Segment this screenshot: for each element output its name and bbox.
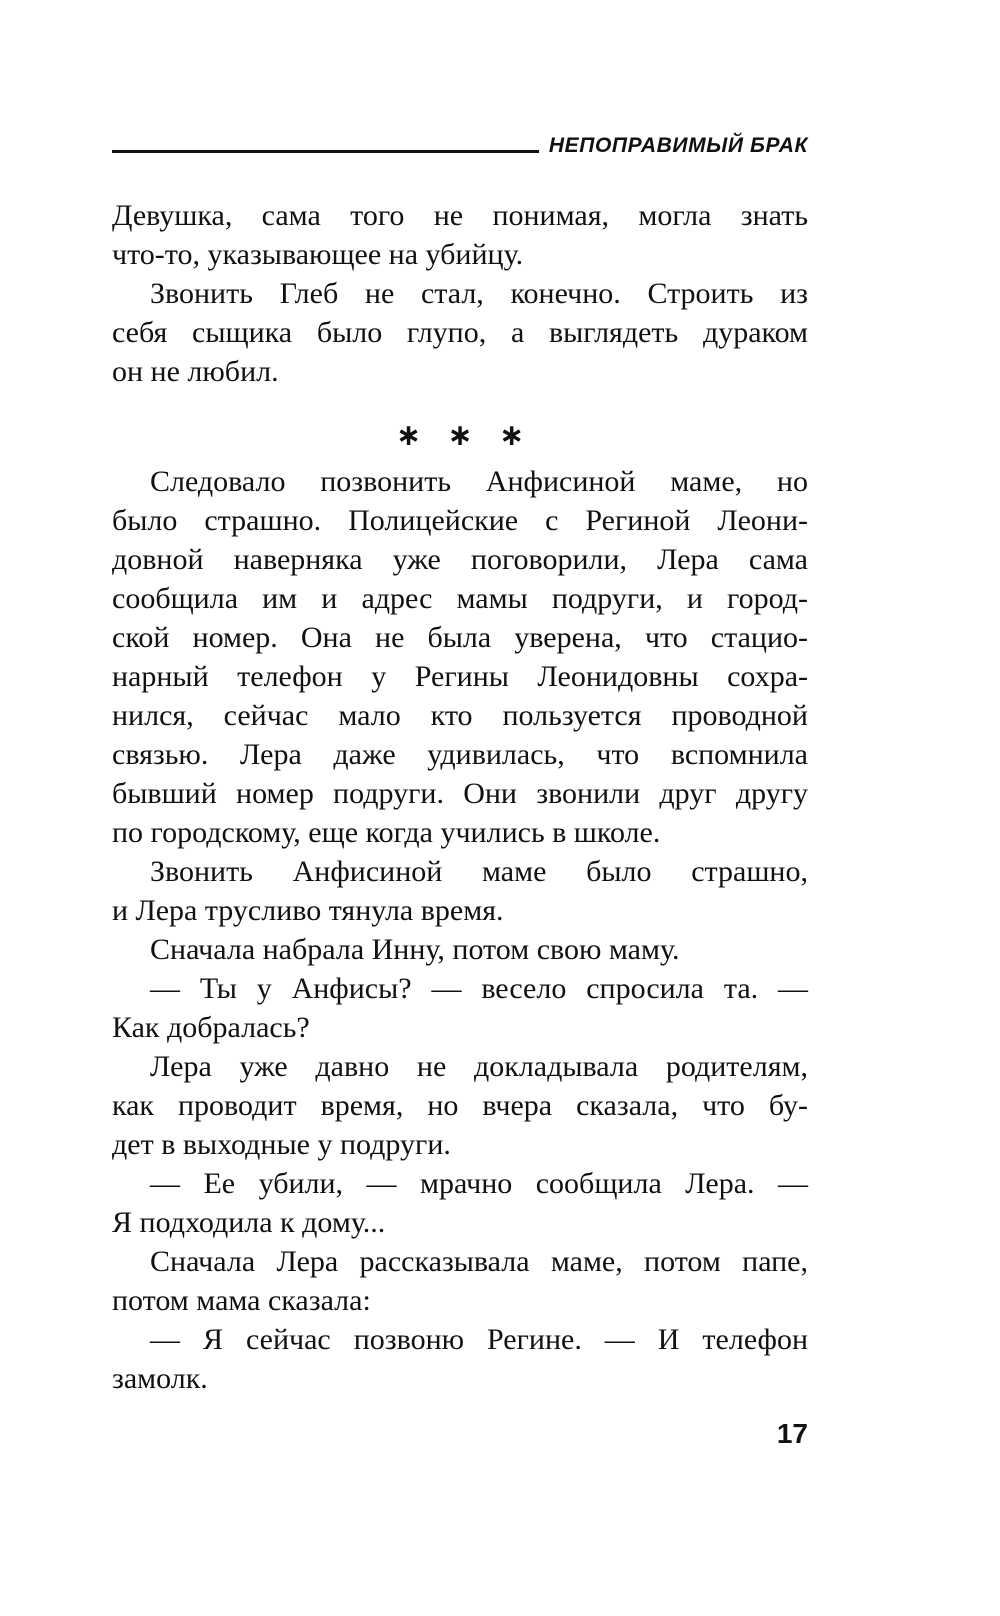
paragraph [112,1320,808,1398]
text-line: — Ты у Анфисы? — весело спросила та. — [150,972,808,1005]
text-line: Звонить Анфисиной маме было страшно, [150,855,808,888]
text-line: довной наверняка уже поговорили, Лера сама [112,543,808,576]
paragraph [112,1164,808,1242]
paragraph [112,196,808,274]
paragraph [112,852,808,930]
text-line: Сначала набрала Инну, потом свою маму. [150,933,680,966]
book-title: НЕПОПРАВИМЫЙ БРАК [548,134,808,157]
text-line: Звонить Глеб не стал, конечно. Строить из [150,277,808,310]
text-line: бывший номер подруги. Они звонили друг другу [112,777,808,810]
text-line: Лера уже давно не докладывала родителям, [150,1050,808,1083]
paragraph [112,969,808,1047]
body-text [112,196,808,1398]
text-line: ской номер. Она не была уверена, что стацио- [112,621,808,654]
paragraph [112,1242,808,1320]
text-line: Я подходила к дому... [112,1206,386,1239]
page-number: 17 [776,1418,808,1449]
text-line: замолк. [112,1362,208,1395]
text-line: Девушка, сама того не понимая, могла знать [112,199,808,232]
text-line: Как добралась? [112,1011,310,1044]
text-line: нился, сейчас мало кто пользуется проводной [112,699,808,732]
text-line: — Я сейчас позвоню Регине. — И телефон [150,1323,808,1356]
paragraph [112,274,808,391]
text-line: Сначала Лера рассказывала маме, потом папе, [150,1245,808,1278]
paragraph [112,930,808,969]
text-line: было страшно. Полицейские с Региной Леони- [112,504,808,537]
text-line: что-то, указывающее на убийцу. [112,238,524,271]
text-line: нарный телефон у Регины Леонидовны сохра- [112,660,808,693]
text-line: сообщила им и адрес мамы подруги, и город- [112,582,808,615]
text-line: связью. Лера даже удивилась, что вспомнила [112,738,808,771]
paragraph [112,1047,808,1164]
text-line: себя сыщика было глупо, а выглядеть дураком [112,316,808,349]
text-line: потом мама сказала: [112,1284,371,1317]
text-line: дет в выходные у подруги. [112,1128,451,1161]
text-line: и Лера трусливо тянула время. [112,894,504,927]
text-line: по городскому, еще когда учились в школе. [112,816,661,849]
paragraph [112,462,808,852]
running-header [112,134,808,158]
section-separator: ∗ ∗ ∗ [395,418,525,453]
text-line: как проводит время, но вчера сказала, что бу- [112,1089,808,1122]
text-line: Следовало позвонить Анфисиной маме, но [150,465,808,498]
text-line: он не любил. [112,355,279,388]
text-line: — Ее убили, — мрачно сообщила Лера. — [150,1167,808,1200]
header-rule [112,150,539,153]
